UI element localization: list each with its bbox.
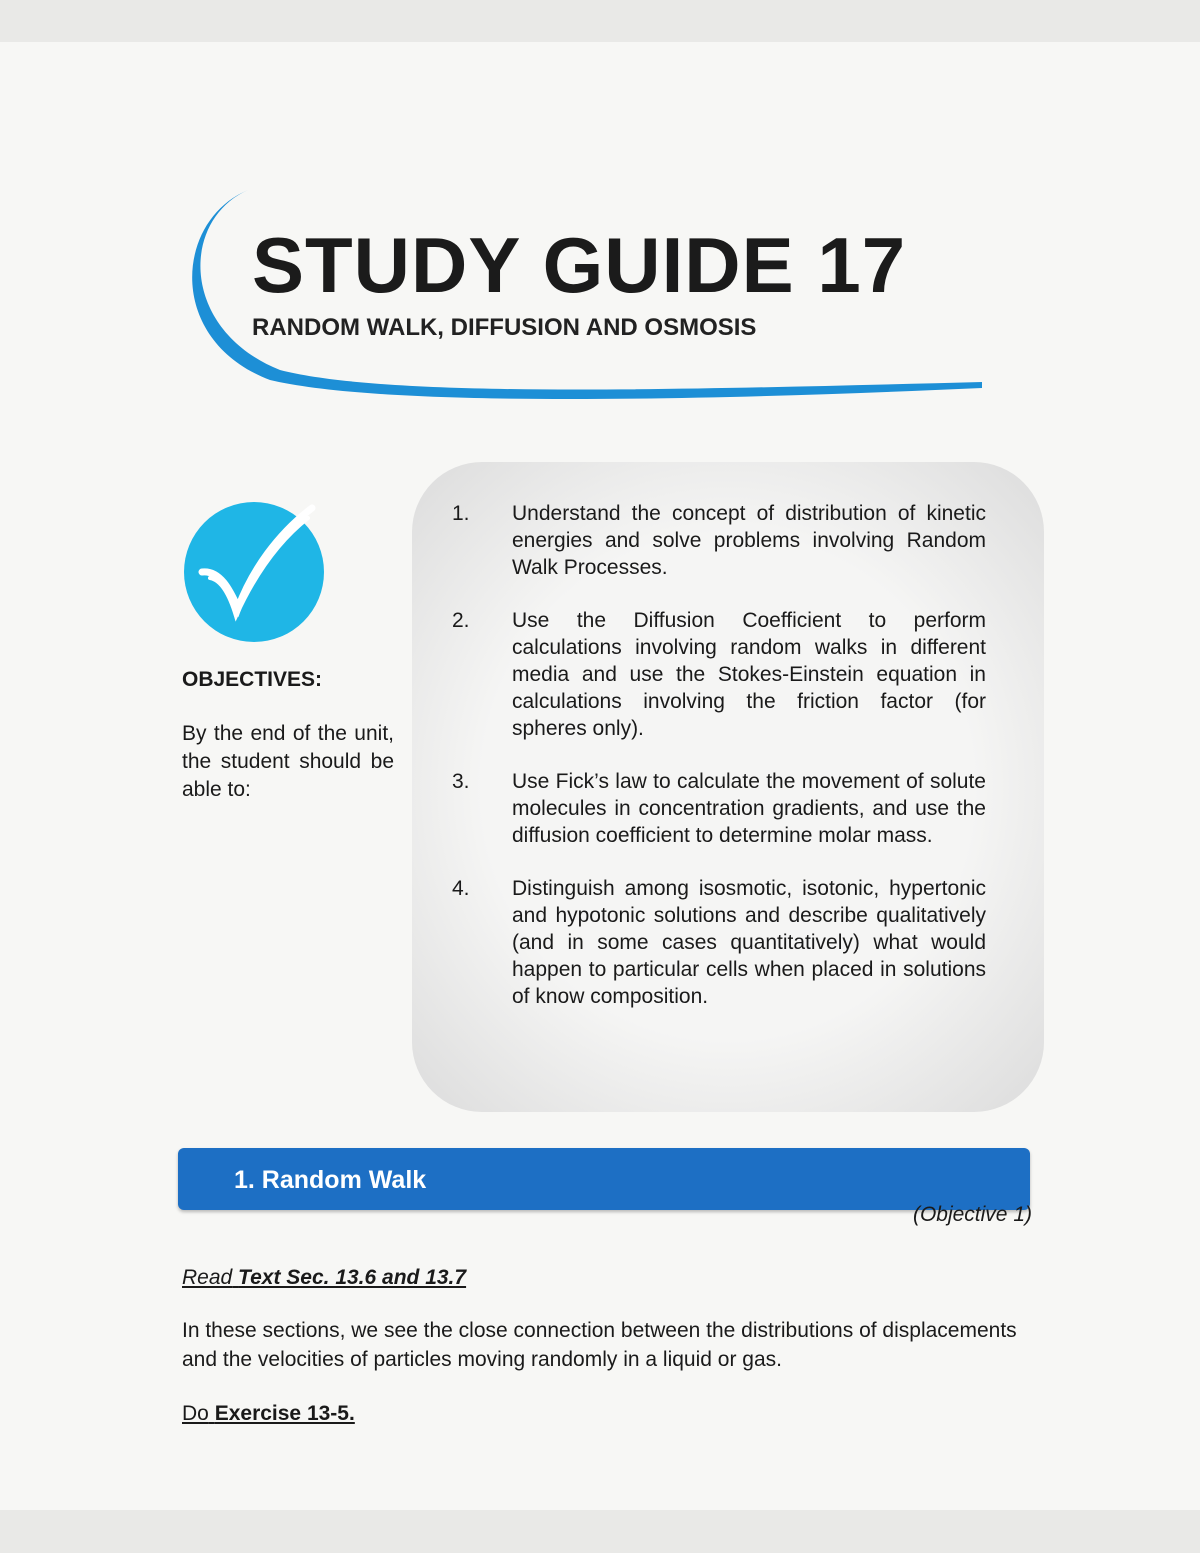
objective-number: 2. xyxy=(452,609,470,632)
objective-number: 1. xyxy=(452,502,470,525)
objective-number: 3. xyxy=(452,770,470,793)
list-item xyxy=(452,607,986,742)
do-prefix: Do xyxy=(182,1402,209,1425)
read-reference: Text Sec. 13.6 and 13.7 xyxy=(238,1266,467,1289)
list-item xyxy=(452,500,986,581)
objective-text: Distinguish among isosmotic, isotonic, hypertonic and hypotonic solutions and describe qualitatively (and in some cases quantitatively) what would happen to particular cells when placed in solutions of know composition. xyxy=(512,877,986,1008)
exercise-reference: Exercise 13-5. xyxy=(214,1402,355,1425)
check-icon xyxy=(180,500,330,645)
list-item xyxy=(452,875,986,1010)
section-paragraph: In these sections, we see the close connection between the distributions of displacements and the velocities of particles moving randomly in a liquid or gas. xyxy=(182,1319,1017,1371)
objective-text: Understand the concept of distribution of kinetic energies and solve problems involving Random Walk Processes. xyxy=(512,502,986,579)
objective-reference: (Objective 1) xyxy=(912,1203,1032,1226)
section-title: 1. Random Walk xyxy=(234,1166,427,1194)
reading-assignment xyxy=(182,1266,466,1290)
objective-text: Use Fick’s law to calculate the movement of solute molecules in concentration gradients, and use the diffusion coefficient to determine molar mass. xyxy=(512,770,986,847)
objectives-intro: By the end of the unit, the student should be able to: xyxy=(182,722,394,801)
read-prefix: Read xyxy=(182,1266,233,1289)
page-subtitle: RANDOM WALK, DIFFUSION AND OSMOSIS xyxy=(252,314,757,341)
objective-number: 4. xyxy=(452,877,470,900)
exercise-assignment xyxy=(182,1402,355,1426)
objectives-list xyxy=(452,500,986,1036)
page-title: STUDY GUIDE 17 xyxy=(252,221,907,309)
objective-text: Use the Diffusion Coefficient to perform calculations involving random walks in different media and use the Stokes-Einstein equation in calculations involving the friction factor (for spheres only). xyxy=(512,609,986,740)
section-header-bar xyxy=(178,1148,1030,1210)
list-item xyxy=(452,768,986,849)
objectives-heading: OBJECTIVES: xyxy=(182,668,323,691)
